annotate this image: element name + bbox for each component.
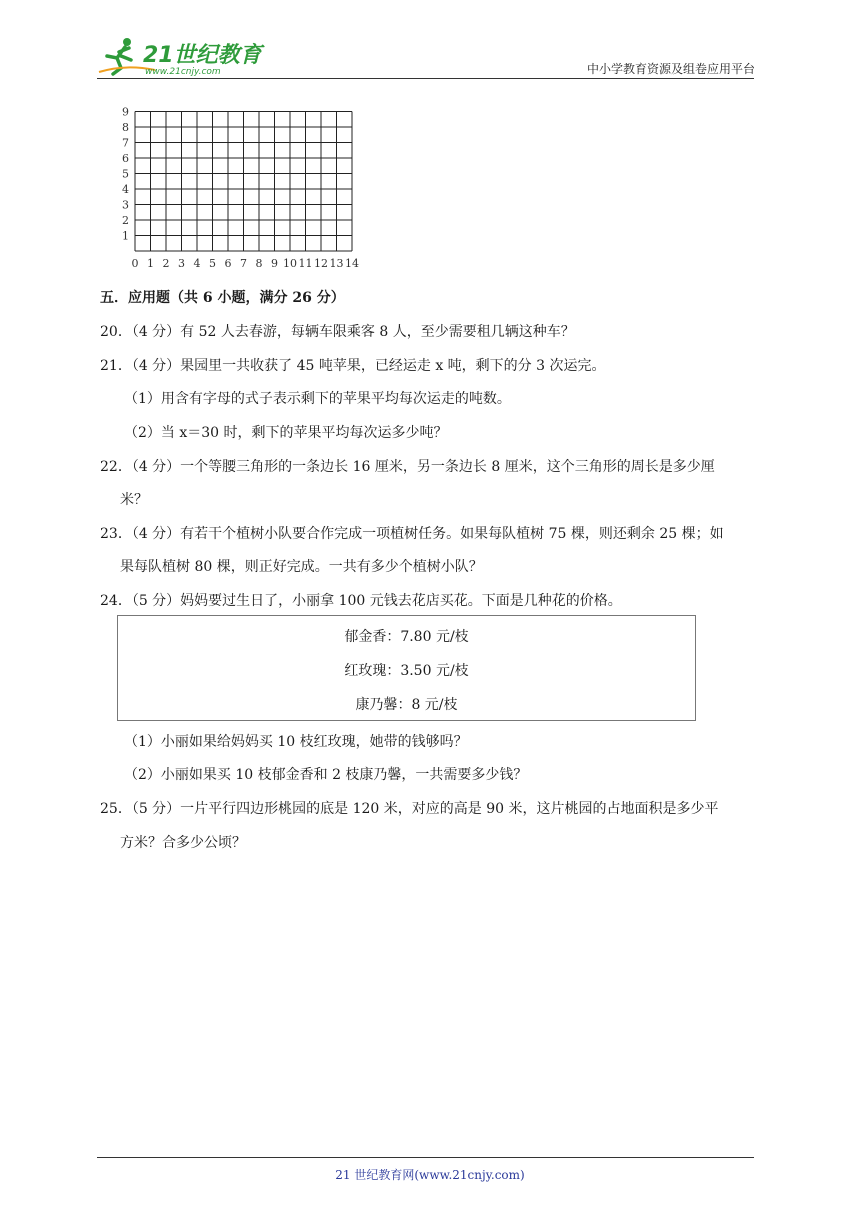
question-24: 24．（5 分）妈妈要过生日了，小丽拿 100 元钱去花店买花。下面是几种花的价格。 (100, 593, 622, 609)
x-tick-label: 6 (224, 257, 232, 270)
x-tick-label: 8 (255, 257, 263, 270)
x-tick-label: 13 (329, 257, 344, 270)
logo-text: 21世纪教育 (143, 43, 262, 68)
grid-svg (116, 104, 366, 274)
price-table (117, 615, 696, 721)
y-tick-label: 6 (122, 152, 129, 165)
x-tick-label: 7 (240, 257, 247, 270)
section-title: 五．应用题（共 6 小题，满分 26 分） (100, 290, 345, 306)
y-tick-label: 7 (122, 136, 129, 150)
header-divider (97, 78, 754, 79)
question-24-part-2: （2）小丽如果买 10 枝郁金香和 2 枝康乃馨，一共需要多少钱？ (124, 767, 528, 783)
y-tick-label: 8 (122, 121, 129, 134)
x-tick-label: 5 (209, 257, 216, 270)
question-21: 21．（4 分）果园里一共收获了 45 吨苹果，已经运走 x 吨，剩下的分 3 次运完。 (100, 358, 606, 374)
question-25-line-1: 25．（5 分）一片平行四边形桃园的底是 120 米，对应的高是 90 米，这片桃园的占地面积是多少平 (100, 801, 719, 817)
x-tick-label: 0 (131, 257, 139, 270)
y-tick-label: 9 (122, 105, 129, 119)
x-tick-label: 1 (147, 257, 154, 270)
y-tick-label: 2 (122, 214, 129, 227)
site-logo (95, 34, 265, 78)
x-tick-label: 12 (314, 257, 328, 270)
question-22-line-2: 米？ (120, 492, 148, 508)
question-23-line-2: 果每队植树 80 棵，则正好完成。一共有多少个植树小队？ (120, 559, 483, 575)
x-tick-label: 9 (271, 257, 278, 270)
x-tick-label: 3 (178, 257, 185, 270)
price-tulip: 郁金香：7.80 元/枝 (344, 629, 469, 645)
y-tick-label: 3 (122, 198, 129, 212)
coordinate-grid (116, 104, 366, 274)
y-tick-label: 4 (122, 183, 129, 196)
question-24-part-1: （1）小丽如果给妈妈买 10 枝红玫瑰，她带的钱够吗？ (124, 734, 468, 750)
logo-url: www.21cnjy.com (145, 67, 221, 77)
header-platform-text: 中小学教育资源及组卷应用平台 (586, 62, 755, 76)
y-tick-label: 1 (122, 229, 129, 243)
price-carnation: 康乃馨：8 元/枝 (355, 697, 458, 713)
question-21-part-1: （1）用含有字母的式子表示剩下的苹果平均每次运走的吨数。 (124, 391, 511, 407)
footer-text: 21 世纪教育网(www.21cnjy.com) (335, 1168, 525, 1182)
footer-divider (97, 1157, 754, 1158)
x-tick-label: 10 (283, 257, 297, 270)
x-tick-label: 2 (162, 257, 170, 270)
x-tick-label: 4 (193, 257, 201, 270)
question-22-line-1: 22．（4 分）一个等腰三角形的一条边长 16 厘米，另一条边长 8 厘米，这个三角形的周长是多少厘 (100, 459, 715, 475)
question-23-line-1: 23．（4 分）有若干个植树小队要合作完成一项植树任务。如果每队植树 75 棵，则还剩余 25 棵；如 (100, 526, 724, 542)
question-25-line-2: 方米？合多少公顷？ (120, 835, 246, 851)
question-20: 20．（4 分）有 52 人去春游，每辆车限乘客 8 人，至少需要租几辆这种车？ (100, 324, 575, 340)
y-tick-label: 5 (122, 167, 129, 181)
x-tick-label: 14 (345, 257, 359, 270)
x-tick-label: 11 (298, 257, 313, 270)
price-rose: 红玫瑰：3.50 元/枝 (344, 663, 469, 679)
question-21-part-2: （2）当 x＝30 时，剩下的苹果平均每次运多少吨？ (124, 425, 448, 441)
